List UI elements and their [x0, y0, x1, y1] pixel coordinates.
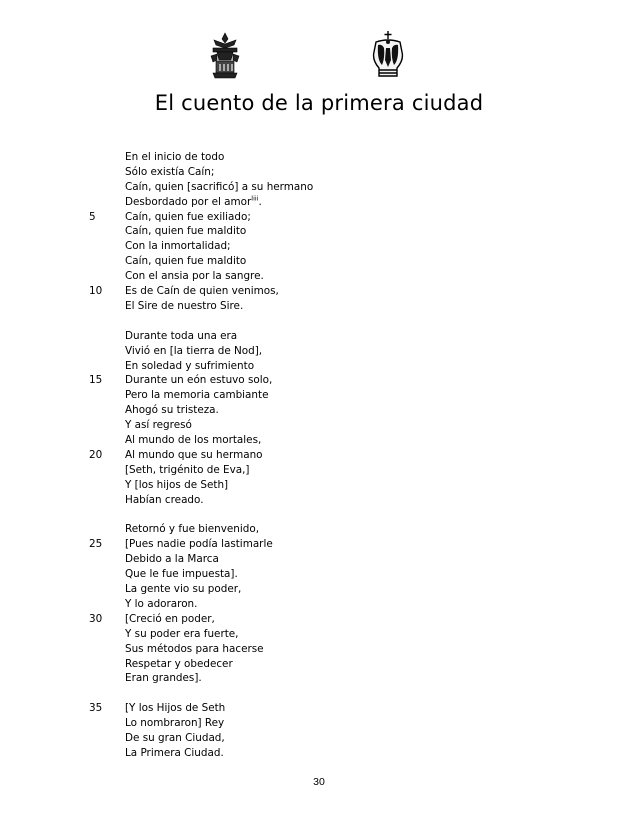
verse-text [125, 522, 259, 537]
verse-line [0, 478, 638, 493]
verse-text [125, 448, 263, 463]
verse-text [125, 731, 225, 746]
verse-text [125, 329, 237, 344]
verse-text [125, 418, 192, 433]
stanza [0, 150, 638, 314]
verse-text [125, 657, 233, 672]
verse-text [125, 299, 243, 314]
verse-text [125, 567, 238, 582]
verse-line [0, 284, 638, 299]
verse-text [125, 224, 246, 239]
verse-text-content: Y así regresó [125, 419, 192, 432]
verse-line [0, 418, 638, 433]
verse-line [0, 567, 638, 582]
verse-line [0, 746, 638, 761]
verse-line [0, 627, 638, 642]
verse-text-content: Durante un eón estuvo solo, [125, 374, 273, 387]
verse-text [125, 642, 264, 657]
stanza [0, 701, 638, 761]
verse-line [0, 671, 638, 686]
verse-text-content: Caín, quien fue maldito [125, 255, 247, 268]
verse-text-content: La gente vio su poder, [125, 583, 242, 596]
verse-line [0, 388, 638, 403]
verse-text [125, 537, 273, 552]
verse-text-content: [Pues nadie podía lastimarle [125, 538, 273, 551]
verse-text-content: Y lo adoraron. [125, 597, 198, 610]
verse-text-content: Caín, quien [sacrificó] a su hermano [125, 180, 314, 193]
verse-line [0, 448, 638, 463]
verse-line [0, 731, 638, 746]
verse-text-content: La Primera Ciudad. [125, 746, 224, 759]
verse-text [125, 403, 219, 418]
verse-line [0, 150, 638, 165]
verse-text [125, 433, 261, 448]
verse-text [125, 165, 214, 180]
verse-line [0, 433, 638, 448]
verse-text-content: Retornó y fue bienvenido, [125, 523, 260, 536]
verse-line [0, 552, 638, 567]
verse-line [0, 373, 638, 388]
verse-text-content: Eran grandes]. [125, 672, 202, 685]
stanza [0, 522, 638, 686]
verse-text [125, 582, 241, 597]
verse-line [0, 582, 638, 597]
verse-text [125, 388, 268, 403]
line-number: 35 [89, 702, 103, 715]
verse-text [125, 716, 224, 731]
verse-line [0, 612, 638, 627]
page-number: 30 [313, 776, 325, 788]
verse-text [125, 254, 246, 269]
line-number: 10 [89, 285, 103, 298]
verse-text-content: En el inicio de todo [125, 151, 225, 163]
stanza [0, 329, 638, 508]
verse-line [0, 657, 638, 672]
verse-text [125, 493, 204, 508]
verse-text-content: Debido a la Marca [125, 553, 219, 566]
line-number: 25 [89, 538, 103, 551]
verse-line [0, 299, 638, 314]
verse-text [125, 463, 249, 478]
verse-text-content: Con la inmortalidad; [125, 240, 231, 253]
verse-line [0, 239, 638, 254]
verse-line [0, 493, 638, 508]
verse-text-content: Caín, quien fue maldito [125, 225, 247, 238]
verse-text-content: En soledad y sufrimiento [125, 359, 255, 372]
verse-text-content: Sus métodos para hacerse [125, 642, 264, 655]
verse-line [0, 195, 638, 210]
verse-text [125, 239, 231, 254]
verse-text-content: Al mundo que su hermano [125, 448, 263, 461]
line-number: 15 [89, 374, 103, 387]
verse-text [125, 284, 279, 299]
verse-text-content: Es de Caín de quien venimos, [125, 285, 279, 298]
verse-line [0, 716, 638, 731]
verse-text [125, 552, 219, 567]
verse-text-content: El Sire de nuestro Sire. [125, 299, 244, 312]
verse-text-content: [Seth, trigénito de Eva,] [125, 463, 250, 476]
verse-text-content: Lo nombraron] Rey [125, 717, 225, 730]
verse-punctuation: . [258, 195, 262, 208]
verse-text [125, 671, 202, 686]
verse-text [125, 210, 251, 225]
verse-text [125, 150, 224, 165]
line-number: 30 [89, 612, 103, 625]
verse-text [125, 627, 238, 642]
footnote-marker[interactable]: liii [251, 194, 259, 203]
verse-line [0, 642, 638, 657]
verse-text-content: De su gran Ciudad, [125, 732, 225, 745]
verse-text-content: Caín, quien fue exiliado; [125, 210, 251, 223]
verse-text [125, 701, 225, 716]
verse-line [0, 329, 638, 344]
verse-text [125, 269, 264, 284]
verse-text-content: Respetar y obedecer [125, 657, 233, 670]
verse-line [0, 403, 638, 418]
verse-text-content: Vivió en [la tierra de Nod], [125, 344, 263, 357]
verse-line [0, 701, 638, 716]
verse-text-content: Desbordado por el amor [125, 195, 252, 208]
verse-text-content: Pero la memoria cambiante [125, 389, 269, 402]
verse-text [125, 612, 215, 627]
verse-line [0, 165, 638, 180]
verse-text [125, 180, 313, 195]
verse-text-content: Con el ansia por la sangre. [125, 270, 264, 283]
verse-line [0, 254, 638, 269]
verse-text [125, 746, 224, 761]
poem [0, 150, 638, 776]
verse-text [125, 359, 254, 374]
verse-text-content: Al mundo de los mortales, [125, 434, 262, 447]
verse-text-content: Durante toda una era [125, 329, 238, 342]
verse-line [0, 269, 638, 284]
verse-line [0, 344, 638, 359]
verse-line [0, 463, 638, 478]
verse-line [0, 537, 638, 552]
verse-text-content: Habían creado. [125, 493, 204, 506]
verse-text [125, 597, 197, 612]
verse-line [0, 224, 638, 239]
clan-symbol-icon [205, 30, 245, 80]
verse-text-content: Y [los hijos de Seth] [125, 478, 229, 491]
verse-text [125, 373, 272, 388]
verse-line [0, 359, 638, 374]
verse-line [0, 597, 638, 612]
page-title: El cuento de la primera ciudad [154, 91, 484, 115]
line-number: 20 [89, 448, 103, 461]
line-number: 5 [89, 210, 96, 223]
crown-icon [368, 30, 408, 82]
verse-line [0, 180, 638, 195]
verse-line [0, 210, 638, 225]
verse-text [125, 478, 228, 493]
verse-text-content: [Creció en poder, [125, 612, 215, 625]
verse-text [125, 344, 262, 359]
verse-text [125, 195, 262, 210]
verse-line [0, 522, 638, 537]
verse-text-content: Que le fue impuesta]. [125, 568, 238, 581]
verse-text-content: Ahogó su tristeza. [125, 404, 219, 417]
verse-text-content: Y su poder era fuerte, [125, 627, 239, 640]
verse-text-content: Sólo existía Caín; [125, 165, 215, 178]
verse-text-content: [Y los Hijos de Seth [125, 702, 226, 715]
